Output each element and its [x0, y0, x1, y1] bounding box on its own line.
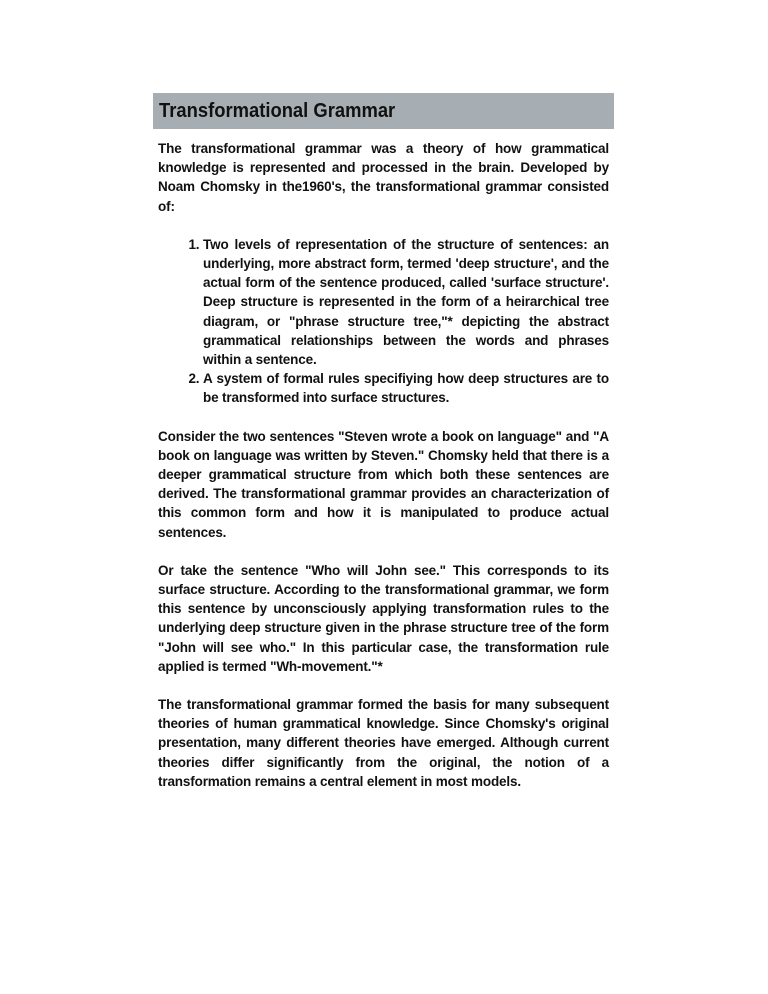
- list-item: 1. Two levels of representation of the structure of sentences: an underlying, more abstract form, termed 'deep structure', and the actual form of the sentence produced, called 'surface structure'. Deep structure is represented in the form of a heirarchical tree diagram, or "phrase structure tree,"* depicting the abstract grammatical relationships between the words and phrases within a sentence.: [203, 235, 609, 369]
- intro-paragraph: The transformational grammar was a theory of how grammatical knowledge is represented and processed in the brain. Developed by Noam Chomsky in the1960's, the transformational grammar consisted of:: [158, 141, 609, 214]
- body-paragraph: Consider the two sentences "Steven wrote a book on language" and "A book on language was written by Steven." Chomsky held that there is a deeper grammatical structure from which both these sentences are derived. The transformational grammar provides an characterization of this common form and how it is manipulated to produce actual sentences.: [158, 428, 609, 540]
- page-title: Transformational Grammar: [159, 100, 396, 122]
- list-item: 2. A system of formal rules specifiying how deep structures are to be transformed into surface structures.: [203, 369, 609, 407]
- title-bar: [153, 93, 614, 129]
- body-paragraph: Or take the sentence "Who will John see." This corresponds to its surface structure. According to the transformational grammar, we form this sentence by unconsciously applying transformation rules to the underlying deep structure given in the phrase structure tree of the form "John will see who." In this particular case, the transformation rule applied is termed "Wh-movement."*: [158, 562, 609, 674]
- body-paragraph: The transformational grammar formed the basis for many subsequent theories of human grammatical knowledge. Since Chomsky's original presentation, many different theories have emerged. Although current theories differ significantly from the original, the notion of a transformation remains a central element in most models.: [158, 697, 609, 789]
- numbered-list: [158, 235, 609, 408]
- document-body: [158, 139, 609, 810]
